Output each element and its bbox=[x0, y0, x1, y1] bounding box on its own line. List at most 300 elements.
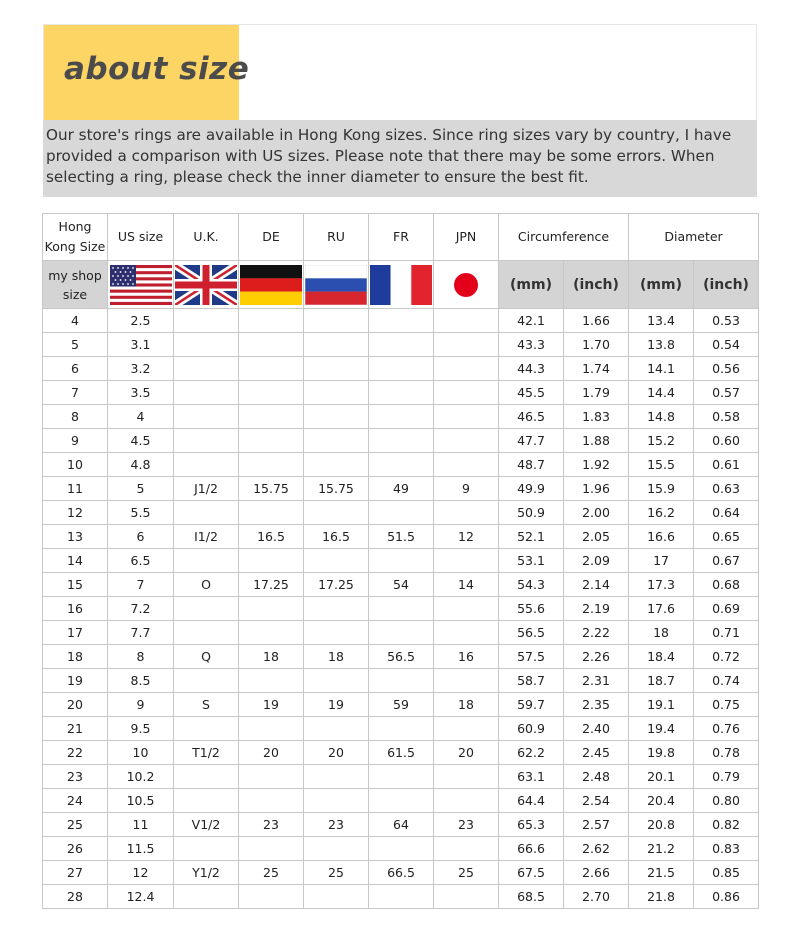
jpn-size-cell bbox=[434, 597, 499, 621]
de-size-cell: 25 bbox=[239, 861, 304, 885]
table-row bbox=[43, 501, 759, 525]
ru-size-cell bbox=[304, 789, 369, 813]
diameter-inch-cell: 0.76 bbox=[694, 717, 759, 741]
diameter-mm-cell: 14.1 bbox=[629, 357, 694, 381]
us-size-cell: 7 bbox=[108, 573, 174, 597]
de-size-cell bbox=[239, 669, 304, 693]
hong-kong-size-cell: 6 bbox=[43, 357, 108, 381]
diameter-mm-cell: 15.2 bbox=[629, 429, 694, 453]
size-rows bbox=[43, 309, 759, 909]
diameter-inch-cell: 0.79 bbox=[694, 765, 759, 789]
us-size-cell: 10 bbox=[108, 741, 174, 765]
hong-kong-size-cell: 5 bbox=[43, 333, 108, 357]
circumference-mm-cell: 66.6 bbox=[499, 837, 564, 861]
uk-size-cell: T1/2 bbox=[174, 741, 239, 765]
us-size-cell: 11.5 bbox=[108, 837, 174, 861]
fr-size-cell: 51.5 bbox=[369, 525, 434, 549]
germany-flag-cell bbox=[239, 261, 304, 309]
circumference-inch-cell: 2.62 bbox=[564, 837, 629, 861]
header-jpn: JPN bbox=[434, 214, 499, 261]
hong-kong-size-cell: 10 bbox=[43, 453, 108, 477]
jpn-size-cell: 9 bbox=[434, 477, 499, 501]
header-de: DE bbox=[239, 214, 304, 261]
diameter-mm-cell: 20.8 bbox=[629, 813, 694, 837]
jpn-size-cell: 16 bbox=[434, 645, 499, 669]
jpn-size-cell bbox=[434, 765, 499, 789]
table-row bbox=[43, 621, 759, 645]
hong-kong-size-cell: 16 bbox=[43, 597, 108, 621]
diameter-inch-cell: 0.63 bbox=[694, 477, 759, 501]
hong-kong-size-cell: 15 bbox=[43, 573, 108, 597]
diameter-inch-cell: 0.65 bbox=[694, 525, 759, 549]
diameter-mm-cell: 13.4 bbox=[629, 309, 694, 333]
fr-size-cell bbox=[369, 381, 434, 405]
circumference-inch-cell: 2.54 bbox=[564, 789, 629, 813]
circumference-mm-cell: 45.5 bbox=[499, 381, 564, 405]
de-size-cell: 16.5 bbox=[239, 525, 304, 549]
de-size-cell bbox=[239, 429, 304, 453]
hong-kong-size-cell: 19 bbox=[43, 669, 108, 693]
diameter-inch-cell: 0.85 bbox=[694, 861, 759, 885]
us-size-cell: 9.5 bbox=[108, 717, 174, 741]
ru-size-cell bbox=[304, 765, 369, 789]
fr-size-cell bbox=[369, 837, 434, 861]
fr-size-cell bbox=[369, 717, 434, 741]
us-size-cell: 4 bbox=[108, 405, 174, 429]
fr-size-cell: 54 bbox=[369, 573, 434, 597]
header-uk: U.K. bbox=[174, 214, 239, 261]
hong-kong-size-cell: 20 bbox=[43, 693, 108, 717]
circumference-inch-cell: 2.48 bbox=[564, 765, 629, 789]
fr-size-cell: 66.5 bbox=[369, 861, 434, 885]
de-size-cell bbox=[239, 309, 304, 333]
fr-size-cell bbox=[369, 765, 434, 789]
russia-flag-icon bbox=[305, 265, 367, 305]
fr-size-cell bbox=[369, 333, 434, 357]
de-size-cell bbox=[239, 765, 304, 789]
fr-size-cell bbox=[369, 429, 434, 453]
de-size-cell bbox=[239, 789, 304, 813]
diameter-inch-cell: 0.86 bbox=[694, 885, 759, 909]
my-shop-size-label: my shop size bbox=[43, 261, 108, 309]
us-size-cell: 10.5 bbox=[108, 789, 174, 813]
us-size-cell: 7.7 bbox=[108, 621, 174, 645]
circumference-inch-cell: 2.05 bbox=[564, 525, 629, 549]
about-size-banner bbox=[43, 24, 757, 120]
diameter-inch-cell: 0.83 bbox=[694, 837, 759, 861]
ru-size-cell bbox=[304, 885, 369, 909]
diameter-mm-cell: 15.5 bbox=[629, 453, 694, 477]
hong-kong-size-cell: 13 bbox=[43, 525, 108, 549]
diameter-inch-cell: 0.72 bbox=[694, 645, 759, 669]
circumference-mm-cell: 49.9 bbox=[499, 477, 564, 501]
circumference-inch-cell: 1.83 bbox=[564, 405, 629, 429]
table-row bbox=[43, 381, 759, 405]
fr-size-cell bbox=[369, 405, 434, 429]
hong-kong-size-cell: 12 bbox=[43, 501, 108, 525]
hong-kong-size-cell: 11 bbox=[43, 477, 108, 501]
diameter-mm-cell: 14.8 bbox=[629, 405, 694, 429]
ring-size-table bbox=[42, 213, 759, 909]
diameter-inch-cell: 0.78 bbox=[694, 741, 759, 765]
diameter-inch-cell: 0.58 bbox=[694, 405, 759, 429]
header-diameter: Diameter bbox=[629, 214, 759, 261]
jpn-size-cell bbox=[434, 429, 499, 453]
diameter-inch-cell: 0.74 bbox=[694, 669, 759, 693]
uk-size-cell bbox=[174, 885, 239, 909]
ru-size-cell bbox=[304, 621, 369, 645]
de-size-cell bbox=[239, 405, 304, 429]
diameter-mm-cell: 21.2 bbox=[629, 837, 694, 861]
uk-size-cell bbox=[174, 429, 239, 453]
ru-size-cell: 15.75 bbox=[304, 477, 369, 501]
circumference-inch-cell: 2.57 bbox=[564, 813, 629, 837]
diameter-inch-cell: 0.64 bbox=[694, 501, 759, 525]
uk-size-cell bbox=[174, 453, 239, 477]
table-row bbox=[43, 573, 759, 597]
table-row bbox=[43, 405, 759, 429]
us-size-cell: 3.1 bbox=[108, 333, 174, 357]
ru-size-cell bbox=[304, 333, 369, 357]
de-size-cell: 20 bbox=[239, 741, 304, 765]
uk-size-cell bbox=[174, 405, 239, 429]
circumference-mm-cell: 65.3 bbox=[499, 813, 564, 837]
ru-size-cell bbox=[304, 501, 369, 525]
fr-size-cell bbox=[369, 597, 434, 621]
circumference-inch-cell: 2.35 bbox=[564, 693, 629, 717]
us-size-cell: 9 bbox=[108, 693, 174, 717]
circumference-mm-cell: 64.4 bbox=[499, 789, 564, 813]
jpn-size-cell bbox=[434, 789, 499, 813]
ru-size-cell: 23 bbox=[304, 813, 369, 837]
diameter-inch-cell: 0.57 bbox=[694, 381, 759, 405]
table-row bbox=[43, 669, 759, 693]
fr-size-cell bbox=[369, 621, 434, 645]
japan-flag-icon bbox=[435, 265, 497, 305]
de-size-cell: 17.25 bbox=[239, 573, 304, 597]
diameter-inch-cell: 0.71 bbox=[694, 621, 759, 645]
table-row bbox=[43, 885, 759, 909]
us-size-cell: 4.5 bbox=[108, 429, 174, 453]
uk-size-cell bbox=[174, 597, 239, 621]
table-row bbox=[43, 309, 759, 333]
fr-size-cell bbox=[369, 549, 434, 573]
hong-kong-size-cell: 23 bbox=[43, 765, 108, 789]
diameter-inch-cell: 0.56 bbox=[694, 357, 759, 381]
us-size-cell: 10.2 bbox=[108, 765, 174, 789]
hong-kong-size-cell: 7 bbox=[43, 381, 108, 405]
page-title: about size bbox=[64, 51, 250, 87]
fr-size-cell: 49 bbox=[369, 477, 434, 501]
diameter-mm-cell: 14.4 bbox=[629, 381, 694, 405]
jpn-size-cell bbox=[434, 333, 499, 357]
diameter-mm-cell: 18 bbox=[629, 621, 694, 645]
diameter-mm-cell: 18.7 bbox=[629, 669, 694, 693]
table-row bbox=[43, 453, 759, 477]
hong-kong-size-cell: 18 bbox=[43, 645, 108, 669]
japan-flag-cell bbox=[434, 261, 499, 309]
diameter-mm-cell: 17.6 bbox=[629, 597, 694, 621]
ru-size-cell bbox=[304, 309, 369, 333]
ru-size-cell: 16.5 bbox=[304, 525, 369, 549]
header-circumference: Circumference bbox=[499, 214, 629, 261]
circumference-inch-cell: 2.70 bbox=[564, 885, 629, 909]
table-row bbox=[43, 549, 759, 573]
circumference-mm-cell: 63.1 bbox=[499, 765, 564, 789]
ru-size-cell bbox=[304, 453, 369, 477]
us-size-cell: 5 bbox=[108, 477, 174, 501]
uk-size-cell bbox=[174, 621, 239, 645]
circumference-mm-cell: 50.9 bbox=[499, 501, 564, 525]
hong-kong-size-cell: 17 bbox=[43, 621, 108, 645]
table-row bbox=[43, 813, 759, 837]
us-size-cell: 3.5 bbox=[108, 381, 174, 405]
ru-size-cell: 17.25 bbox=[304, 573, 369, 597]
table-row bbox=[43, 741, 759, 765]
table-row bbox=[43, 525, 759, 549]
jpn-size-cell: 12 bbox=[434, 525, 499, 549]
fr-size-cell: 64 bbox=[369, 813, 434, 837]
de-size-cell: 15.75 bbox=[239, 477, 304, 501]
uk-size-cell bbox=[174, 309, 239, 333]
diameter-inch-cell: 0.82 bbox=[694, 813, 759, 837]
circumference-mm-cell: 47.7 bbox=[499, 429, 564, 453]
table-row bbox=[43, 429, 759, 453]
diameter-inch-cell: 0.68 bbox=[694, 573, 759, 597]
us-size-cell: 7.2 bbox=[108, 597, 174, 621]
jpn-size-cell bbox=[434, 501, 499, 525]
table-subheader-row bbox=[43, 261, 759, 309]
us-size-cell: 12 bbox=[108, 861, 174, 885]
uk-size-cell bbox=[174, 837, 239, 861]
ru-size-cell: 25 bbox=[304, 861, 369, 885]
france-flag-icon bbox=[370, 265, 432, 305]
circumference-inch-cell: 2.19 bbox=[564, 597, 629, 621]
jpn-size-cell bbox=[434, 453, 499, 477]
de-size-cell: 19 bbox=[239, 693, 304, 717]
uk-size-cell bbox=[174, 357, 239, 381]
table-row bbox=[43, 837, 759, 861]
hong-kong-size-cell: 28 bbox=[43, 885, 108, 909]
jpn-size-cell: 14 bbox=[434, 573, 499, 597]
diameter-mm-cell: 20.1 bbox=[629, 765, 694, 789]
circumference-inch-cell: 2.40 bbox=[564, 717, 629, 741]
ru-size-cell bbox=[304, 381, 369, 405]
us-size-cell: 8 bbox=[108, 645, 174, 669]
jpn-size-cell: 23 bbox=[434, 813, 499, 837]
hong-kong-size-cell: 25 bbox=[43, 813, 108, 837]
ru-size-cell bbox=[304, 597, 369, 621]
us-size-cell: 3.2 bbox=[108, 357, 174, 381]
circumference-inch-cell: 2.22 bbox=[564, 621, 629, 645]
ru-size-cell bbox=[304, 429, 369, 453]
us-size-cell: 12.4 bbox=[108, 885, 174, 909]
fr-size-cell bbox=[369, 453, 434, 477]
circumference-inch-cell: 1.70 bbox=[564, 333, 629, 357]
diameter-inch-cell: 0.61 bbox=[694, 453, 759, 477]
fr-size-cell bbox=[369, 885, 434, 909]
uk-size-cell bbox=[174, 381, 239, 405]
diameter-inch-cell: 0.53 bbox=[694, 309, 759, 333]
uk-size-cell: J1/2 bbox=[174, 477, 239, 501]
circumference-inch-cell: 2.14 bbox=[564, 573, 629, 597]
table-row bbox=[43, 789, 759, 813]
circumference-mm-cell: 67.5 bbox=[499, 861, 564, 885]
table-row bbox=[43, 693, 759, 717]
diameter-mm-cell: 17 bbox=[629, 549, 694, 573]
table-row bbox=[43, 861, 759, 885]
circumference-mm-cell: 56.5 bbox=[499, 621, 564, 645]
fr-size-cell: 61.5 bbox=[369, 741, 434, 765]
header-us-size: US size bbox=[108, 214, 174, 261]
circumference-inch-cell: 1.74 bbox=[564, 357, 629, 381]
circumference-mm-cell: 42.1 bbox=[499, 309, 564, 333]
fr-size-cell bbox=[369, 669, 434, 693]
diameter-mm-cell: 13.8 bbox=[629, 333, 694, 357]
de-size-cell bbox=[239, 453, 304, 477]
de-size-cell bbox=[239, 333, 304, 357]
fr-size-cell bbox=[369, 357, 434, 381]
circumference-inch-cell: 1.88 bbox=[564, 429, 629, 453]
de-size-cell bbox=[239, 381, 304, 405]
circumference-inch-cell: 2.45 bbox=[564, 741, 629, 765]
circumference-inch-cell: 2.00 bbox=[564, 501, 629, 525]
us-flag-icon bbox=[110, 265, 172, 305]
hong-kong-size-cell: 21 bbox=[43, 717, 108, 741]
diameter-mm-cell: 18.4 bbox=[629, 645, 694, 669]
diameter-mm-cell: 15.9 bbox=[629, 477, 694, 501]
diameter-inch-unit: (inch) bbox=[694, 261, 759, 309]
de-size-cell: 18 bbox=[239, 645, 304, 669]
diameter-mm-cell: 19.4 bbox=[629, 717, 694, 741]
store-notice: Our store's rings are available in Hong Kong sizes. Since ring sizes vary by country, I have provided a comparison with US sizes. Please note that there may be some errors. When selecting a ring, please check the inner diameter to ensure the best fit. bbox=[43, 120, 757, 197]
ru-size-cell bbox=[304, 669, 369, 693]
header-fr: FR bbox=[369, 214, 434, 261]
uk-flag-icon bbox=[175, 265, 237, 305]
uk-size-cell: I1/2 bbox=[174, 525, 239, 549]
circumference-mm-cell: 44.3 bbox=[499, 357, 564, 381]
de-size-cell bbox=[239, 597, 304, 621]
uk-size-cell bbox=[174, 669, 239, 693]
ru-size-cell bbox=[304, 357, 369, 381]
fr-size-cell bbox=[369, 789, 434, 813]
jpn-size-cell bbox=[434, 717, 499, 741]
header-hong-kong-size: Hong Kong Size bbox=[43, 214, 108, 261]
table-row bbox=[43, 765, 759, 789]
diameter-mm-cell: 19.8 bbox=[629, 741, 694, 765]
jpn-size-cell bbox=[434, 357, 499, 381]
diameter-mm-cell: 21.5 bbox=[629, 861, 694, 885]
banner-accent-block bbox=[44, 25, 250, 121]
ru-size-cell: 18 bbox=[304, 645, 369, 669]
jpn-size-cell: 20 bbox=[434, 741, 499, 765]
diameter-mm-cell: 20.4 bbox=[629, 789, 694, 813]
uk-flag-cell bbox=[174, 261, 239, 309]
us-size-cell: 6 bbox=[108, 525, 174, 549]
jpn-size-cell bbox=[434, 549, 499, 573]
circumference-mm-cell: 58.7 bbox=[499, 669, 564, 693]
diameter-mm-cell: 16.6 bbox=[629, 525, 694, 549]
de-size-cell bbox=[239, 621, 304, 645]
header-ru: RU bbox=[304, 214, 369, 261]
de-size-cell bbox=[239, 549, 304, 573]
circumference-mm-cell: 59.7 bbox=[499, 693, 564, 717]
circumference-inch-cell: 1.92 bbox=[564, 453, 629, 477]
circumference-inch-cell: 1.79 bbox=[564, 381, 629, 405]
hong-kong-size-cell: 22 bbox=[43, 741, 108, 765]
circumference-inch-cell: 2.09 bbox=[564, 549, 629, 573]
jpn-size-cell bbox=[434, 669, 499, 693]
uk-size-cell bbox=[174, 717, 239, 741]
circumference-inch-cell: 2.31 bbox=[564, 669, 629, 693]
diameter-inch-cell: 0.67 bbox=[694, 549, 759, 573]
uk-size-cell bbox=[174, 549, 239, 573]
us-size-cell: 11 bbox=[108, 813, 174, 837]
circumference-mm-cell: 43.3 bbox=[499, 333, 564, 357]
uk-size-cell bbox=[174, 501, 239, 525]
us-size-cell: 4.8 bbox=[108, 453, 174, 477]
ru-size-cell bbox=[304, 717, 369, 741]
jpn-size-cell bbox=[434, 885, 499, 909]
de-size-cell bbox=[239, 885, 304, 909]
diameter-inch-cell: 0.75 bbox=[694, 693, 759, 717]
circumference-inch-cell: 1.66 bbox=[564, 309, 629, 333]
hong-kong-size-cell: 27 bbox=[43, 861, 108, 885]
france-flag-cell bbox=[369, 261, 434, 309]
uk-size-cell bbox=[174, 789, 239, 813]
jpn-size-cell bbox=[434, 405, 499, 429]
hong-kong-size-cell: 24 bbox=[43, 789, 108, 813]
diameter-mm-cell: 16.2 bbox=[629, 501, 694, 525]
table-row bbox=[43, 477, 759, 501]
diameter-mm-unit: (mm) bbox=[629, 261, 694, 309]
circumference-mm-cell: 55.6 bbox=[499, 597, 564, 621]
de-size-cell bbox=[239, 357, 304, 381]
table-row bbox=[43, 645, 759, 669]
table-row bbox=[43, 597, 759, 621]
circumference-mm-cell: 52.1 bbox=[499, 525, 564, 549]
circumference-mm-cell: 53.1 bbox=[499, 549, 564, 573]
germany-flag-icon bbox=[240, 265, 302, 305]
us-size-cell: 8.5 bbox=[108, 669, 174, 693]
table-row bbox=[43, 717, 759, 741]
diameter-mm-cell: 19.1 bbox=[629, 693, 694, 717]
de-size-cell bbox=[239, 717, 304, 741]
fr-size-cell bbox=[369, 501, 434, 525]
table-row bbox=[43, 357, 759, 381]
us-flag-cell bbox=[108, 261, 174, 309]
de-size-cell: 23 bbox=[239, 813, 304, 837]
diameter-mm-cell: 17.3 bbox=[629, 573, 694, 597]
circumference-inch-cell: 1.96 bbox=[564, 477, 629, 501]
diameter-inch-cell: 0.80 bbox=[694, 789, 759, 813]
us-size-cell: 6.5 bbox=[108, 549, 174, 573]
fr-size-cell bbox=[369, 309, 434, 333]
uk-size-cell: Q bbox=[174, 645, 239, 669]
uk-size-cell bbox=[174, 333, 239, 357]
circumference-inch-cell: 2.26 bbox=[564, 645, 629, 669]
fr-size-cell: 59 bbox=[369, 693, 434, 717]
circumference-mm-cell: 62.2 bbox=[499, 741, 564, 765]
uk-size-cell: Y1/2 bbox=[174, 861, 239, 885]
jpn-size-cell: 25 bbox=[434, 861, 499, 885]
uk-size-cell bbox=[174, 765, 239, 789]
hong-kong-size-cell: 26 bbox=[43, 837, 108, 861]
table-row bbox=[43, 333, 759, 357]
jpn-size-cell: 18 bbox=[434, 693, 499, 717]
jpn-size-cell bbox=[434, 309, 499, 333]
diameter-inch-cell: 0.69 bbox=[694, 597, 759, 621]
